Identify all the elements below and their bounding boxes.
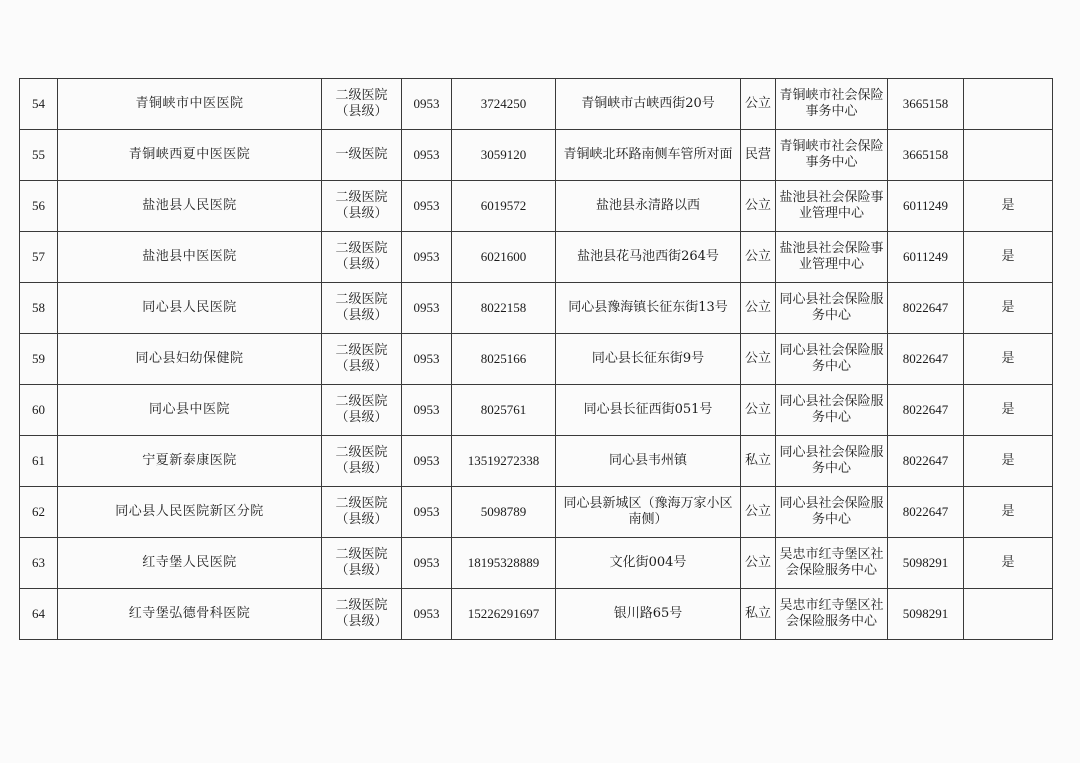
ownership-type: 私立 (741, 436, 776, 487)
row-number: 55 (20, 130, 58, 181)
hospital-phone: 8022158 (452, 283, 556, 334)
insurance-agency: 同心县社会保险服务中心 (776, 283, 888, 334)
area-code: 0953 (402, 487, 452, 538)
hospital-address: 盐池县花马池西街264号 (556, 232, 741, 283)
area-code: 0953 (402, 589, 452, 640)
hospital-name: 青铜峡市中医医院 (58, 79, 322, 130)
status-flag: 是 (964, 385, 1053, 436)
status-flag (964, 589, 1053, 640)
area-code: 0953 (402, 334, 452, 385)
ownership-type: 公立 (741, 487, 776, 538)
hospital-level: 二级医院（县级） (322, 283, 402, 334)
hospital-level: 二级医院（县级） (322, 181, 402, 232)
insurance-agency: 吴忠市红寺堡区社会保险服务中心 (776, 589, 888, 640)
status-flag (964, 130, 1053, 181)
insurance-agency: 青铜峡市社会保险事务中心 (776, 130, 888, 181)
table-row (20, 589, 1053, 640)
hospital-name: 盐池县中医医院 (58, 232, 322, 283)
status-flag: 是 (964, 232, 1053, 283)
table-row (20, 538, 1053, 589)
row-number: 59 (20, 334, 58, 385)
row-number: 61 (20, 436, 58, 487)
status-flag: 是 (964, 436, 1053, 487)
row-number: 54 (20, 79, 58, 130)
hospital-level: 二级医院（县级） (322, 79, 402, 130)
hospital-phone: 8025761 (452, 385, 556, 436)
area-code: 0953 (402, 436, 452, 487)
hospital-address: 同心县豫海镇长征东街13号 (556, 283, 741, 334)
hospital-address: 盐池县永清路以西 (556, 181, 741, 232)
hospital-address: 青铜峡市古峡西街20号 (556, 79, 741, 130)
hospital-phone: 18195328889 (452, 538, 556, 589)
hospital-name: 青铜峡西夏中医医院 (58, 130, 322, 181)
table-row (20, 385, 1053, 436)
table-row (20, 181, 1053, 232)
insurance-agency: 青铜峡市社会保险事务中心 (776, 79, 888, 130)
hospital-phone: 3724250 (452, 79, 556, 130)
agency-phone: 8022647 (888, 283, 964, 334)
agency-phone: 6011249 (888, 181, 964, 232)
table-row (20, 334, 1053, 385)
hospital-name: 同心县人民医院新区分院 (58, 487, 322, 538)
hospital-level: 一级医院 (322, 130, 402, 181)
hospital-level: 二级医院（县级） (322, 334, 402, 385)
hospital-level: 二级医院（县级） (322, 385, 402, 436)
insurance-agency: 盐池县社会保险事业管理中心 (776, 232, 888, 283)
agency-phone: 5098291 (888, 538, 964, 589)
table-body (20, 79, 1053, 640)
hospital-level: 二级医院（县级） (322, 436, 402, 487)
agency-phone: 8022647 (888, 436, 964, 487)
hospital-address: 银川路65号 (556, 589, 741, 640)
hospital-level: 二级医院（县级） (322, 589, 402, 640)
row-number: 62 (20, 487, 58, 538)
hospital-name: 宁夏新泰康医院 (58, 436, 322, 487)
ownership-type: 公立 (741, 232, 776, 283)
ownership-type: 公立 (741, 283, 776, 334)
area-code: 0953 (402, 283, 452, 334)
area-code: 0953 (402, 232, 452, 283)
hospital-name: 红寺堡人民医院 (58, 538, 322, 589)
agency-phone: 5098291 (888, 589, 964, 640)
hospital-name: 盐池县人民医院 (58, 181, 322, 232)
insurance-agency: 吴忠市红寺堡区社会保险服务中心 (776, 538, 888, 589)
table-row (20, 283, 1053, 334)
status-flag: 是 (964, 283, 1053, 334)
ownership-type: 民营 (741, 130, 776, 181)
hospital-level: 二级医院（县级） (322, 538, 402, 589)
hospital-level: 二级医院（县级） (322, 487, 402, 538)
ownership-type: 公立 (741, 181, 776, 232)
hospital-address: 青铜峡北环路南侧车管所对面 (556, 130, 741, 181)
row-number: 64 (20, 589, 58, 640)
hospital-level: 二级医院（县级） (322, 232, 402, 283)
hospital-phone: 5098789 (452, 487, 556, 538)
ownership-type: 公立 (741, 79, 776, 130)
hospital-phone: 6019572 (452, 181, 556, 232)
table-row (20, 487, 1053, 538)
hospital-phone: 8025166 (452, 334, 556, 385)
ownership-type: 公立 (741, 385, 776, 436)
insurance-agency: 同心县社会保险服务中心 (776, 385, 888, 436)
hospital-name: 同心县妇幼保健院 (58, 334, 322, 385)
area-code: 0953 (402, 538, 452, 589)
agency-phone: 6011249 (888, 232, 964, 283)
hospital-name: 红寺堡弘德骨科医院 (58, 589, 322, 640)
hospital-name: 同心县中医院 (58, 385, 322, 436)
table-row (20, 436, 1053, 487)
hospital-phone: 6021600 (452, 232, 556, 283)
insurance-agency: 盐池县社会保险事业管理中心 (776, 181, 888, 232)
agency-phone: 8022647 (888, 487, 964, 538)
table-row (20, 79, 1053, 130)
insurance-agency: 同心县社会保险服务中心 (776, 334, 888, 385)
table-row (20, 130, 1053, 181)
hospital-address: 文化街004号 (556, 538, 741, 589)
area-code: 0953 (402, 79, 452, 130)
ownership-type: 私立 (741, 589, 776, 640)
ownership-type: 公立 (741, 334, 776, 385)
insurance-agency: 同心县社会保险服务中心 (776, 487, 888, 538)
area-code: 0953 (402, 130, 452, 181)
row-number: 58 (20, 283, 58, 334)
hospital-table (19, 78, 1053, 640)
agency-phone: 3665158 (888, 130, 964, 181)
table-row (20, 232, 1053, 283)
row-number: 56 (20, 181, 58, 232)
hospital-phone: 15226291697 (452, 589, 556, 640)
agency-phone: 3665158 (888, 79, 964, 130)
hospital-address: 同心县韦州镇 (556, 436, 741, 487)
agency-phone: 8022647 (888, 334, 964, 385)
status-flag (964, 79, 1053, 130)
hospital-phone: 3059120 (452, 130, 556, 181)
hospital-address: 同心县长征西街051号 (556, 385, 741, 436)
row-number: 57 (20, 232, 58, 283)
ownership-type: 公立 (741, 538, 776, 589)
row-number: 63 (20, 538, 58, 589)
hospital-phone: 13519272338 (452, 436, 556, 487)
area-code: 0953 (402, 385, 452, 436)
hospital-name: 同心县人民医院 (58, 283, 322, 334)
hospital-address: 同心县长征东街9号 (556, 334, 741, 385)
status-flag: 是 (964, 538, 1053, 589)
row-number: 60 (20, 385, 58, 436)
hospital-address: 同心县新城区（豫海万家小区南侧） (556, 487, 741, 538)
area-code: 0953 (402, 181, 452, 232)
insurance-agency: 同心县社会保险服务中心 (776, 436, 888, 487)
status-flag: 是 (964, 487, 1053, 538)
agency-phone: 8022647 (888, 385, 964, 436)
status-flag: 是 (964, 334, 1053, 385)
status-flag: 是 (964, 181, 1053, 232)
